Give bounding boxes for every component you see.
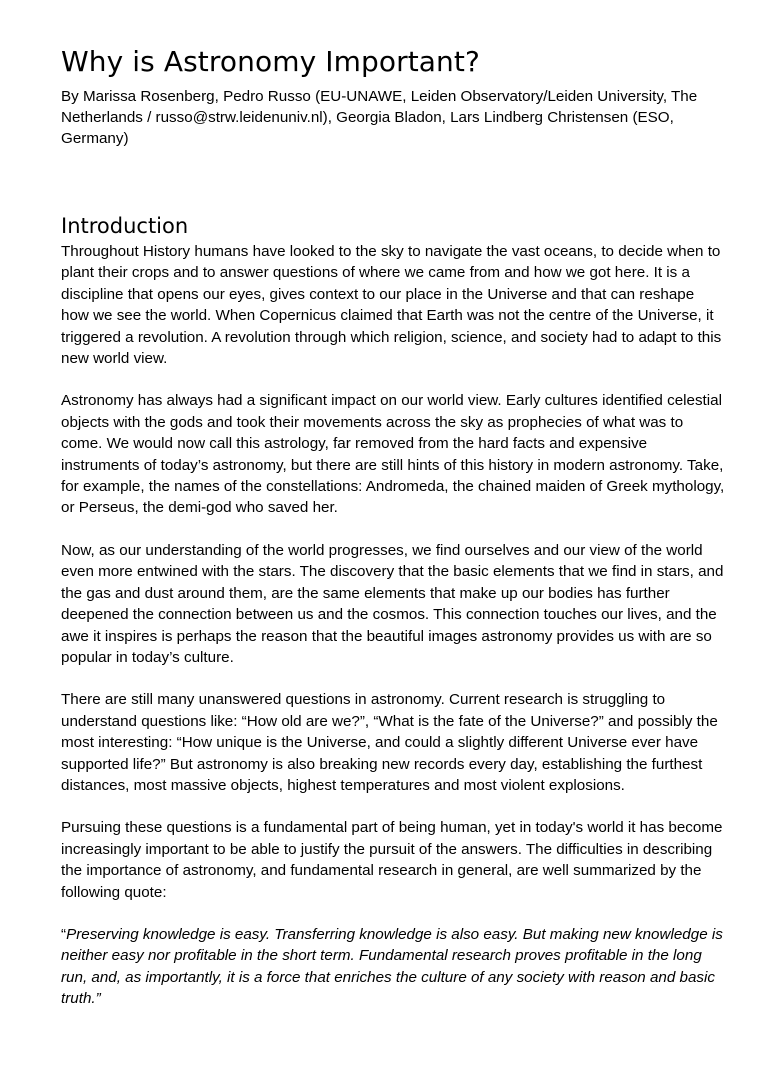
quote-text: Preserving knowledge is easy. Transferring knowledge is also easy. But making new knowledge is neither easy nor profitable in the short term. Fundamental research proves profitable in the long run, and, as importantly, it is a force that enriches the culture of any society with reason and basic truth.” [61, 925, 723, 1008]
quote-open-mark: “ [61, 925, 67, 943]
paragraph-5: Pursuing these questions is a fundamental part of being human, yet in today's world it has become increasingly important to be able to justify the pursuit of the answers. The difficulties in describing the importance of astronomy, and fundamental research in general, are well summarized by the following quote: [61, 819, 723, 901]
document-page [61, 42, 726, 1031]
paragraph-1: Throughout History humans have looked to the sky to navigate the vast oceans, to decide when to plant their crops and to answer questions of where we came from and how we got here. It is a discipline that opens our eyes, gives context to our place in the Universe and that can reshape how we see the world. When Copernicus claimed that Earth was not the centre of the Universe, it triggered a revolution. A revolution through which religion, science, and society had to adapt to this new world view. [61, 243, 722, 368]
paragraph-2: Astronomy has always had a significant impact on our world view. Early cultures identified celestial objects with the gods and took their movements across the sky as prophecies of what was to come. We would now call this astrology, far removed from the hard facts and expensive instruments of today’s astronomy, but there are still hints of this history in modern astronomy. Take, for example, the names of the constellations: Andromeda, the chained maiden of Greek mythology, or Perseus, the demi-god who saved her. [61, 392, 725, 517]
paragraph-4: There are still many unanswered questions in astronomy. Current research is struggling to understand questions like: “How old are we?”, “What is the fate of the Universe?” and possibly the most interesting: “How unique is the Universe, and could a slightly different Universe ever have supported life?” But astronomy is also breaking new records every day, establishing the furthest distances, most massive objects, highest temperatures and most violent explosions. [61, 691, 718, 794]
block-quote [61, 924, 726, 1010]
document-title: Why is Astronomy Important? [61, 45, 480, 78]
author-byline: By Marissa Rosenberg, Pedro Russo (EU-UNAWE, Leiden Observatory/Leiden University, The Netherlands / russo@strw.leidenuniv.nl), Georgia Bladon, Lars Lindberg Christensen (ESO, Germany) [61, 88, 698, 147]
paragraph-3: Now, as our understanding of the world progresses, we find ourselves and our view of the world even more entwined with the stars. The discovery that the basic elements that we find in stars, and the gas and dust around them, are the same elements that make up our bodies has further deepened the connection between us and the cosmos. This connection touches our lives, and the awe it inspires is perhaps the reason that the beautiful images astronomy provides us with are so popular in today’s culture. [61, 541, 724, 666]
section-heading-introduction: Introduction [61, 214, 189, 238]
